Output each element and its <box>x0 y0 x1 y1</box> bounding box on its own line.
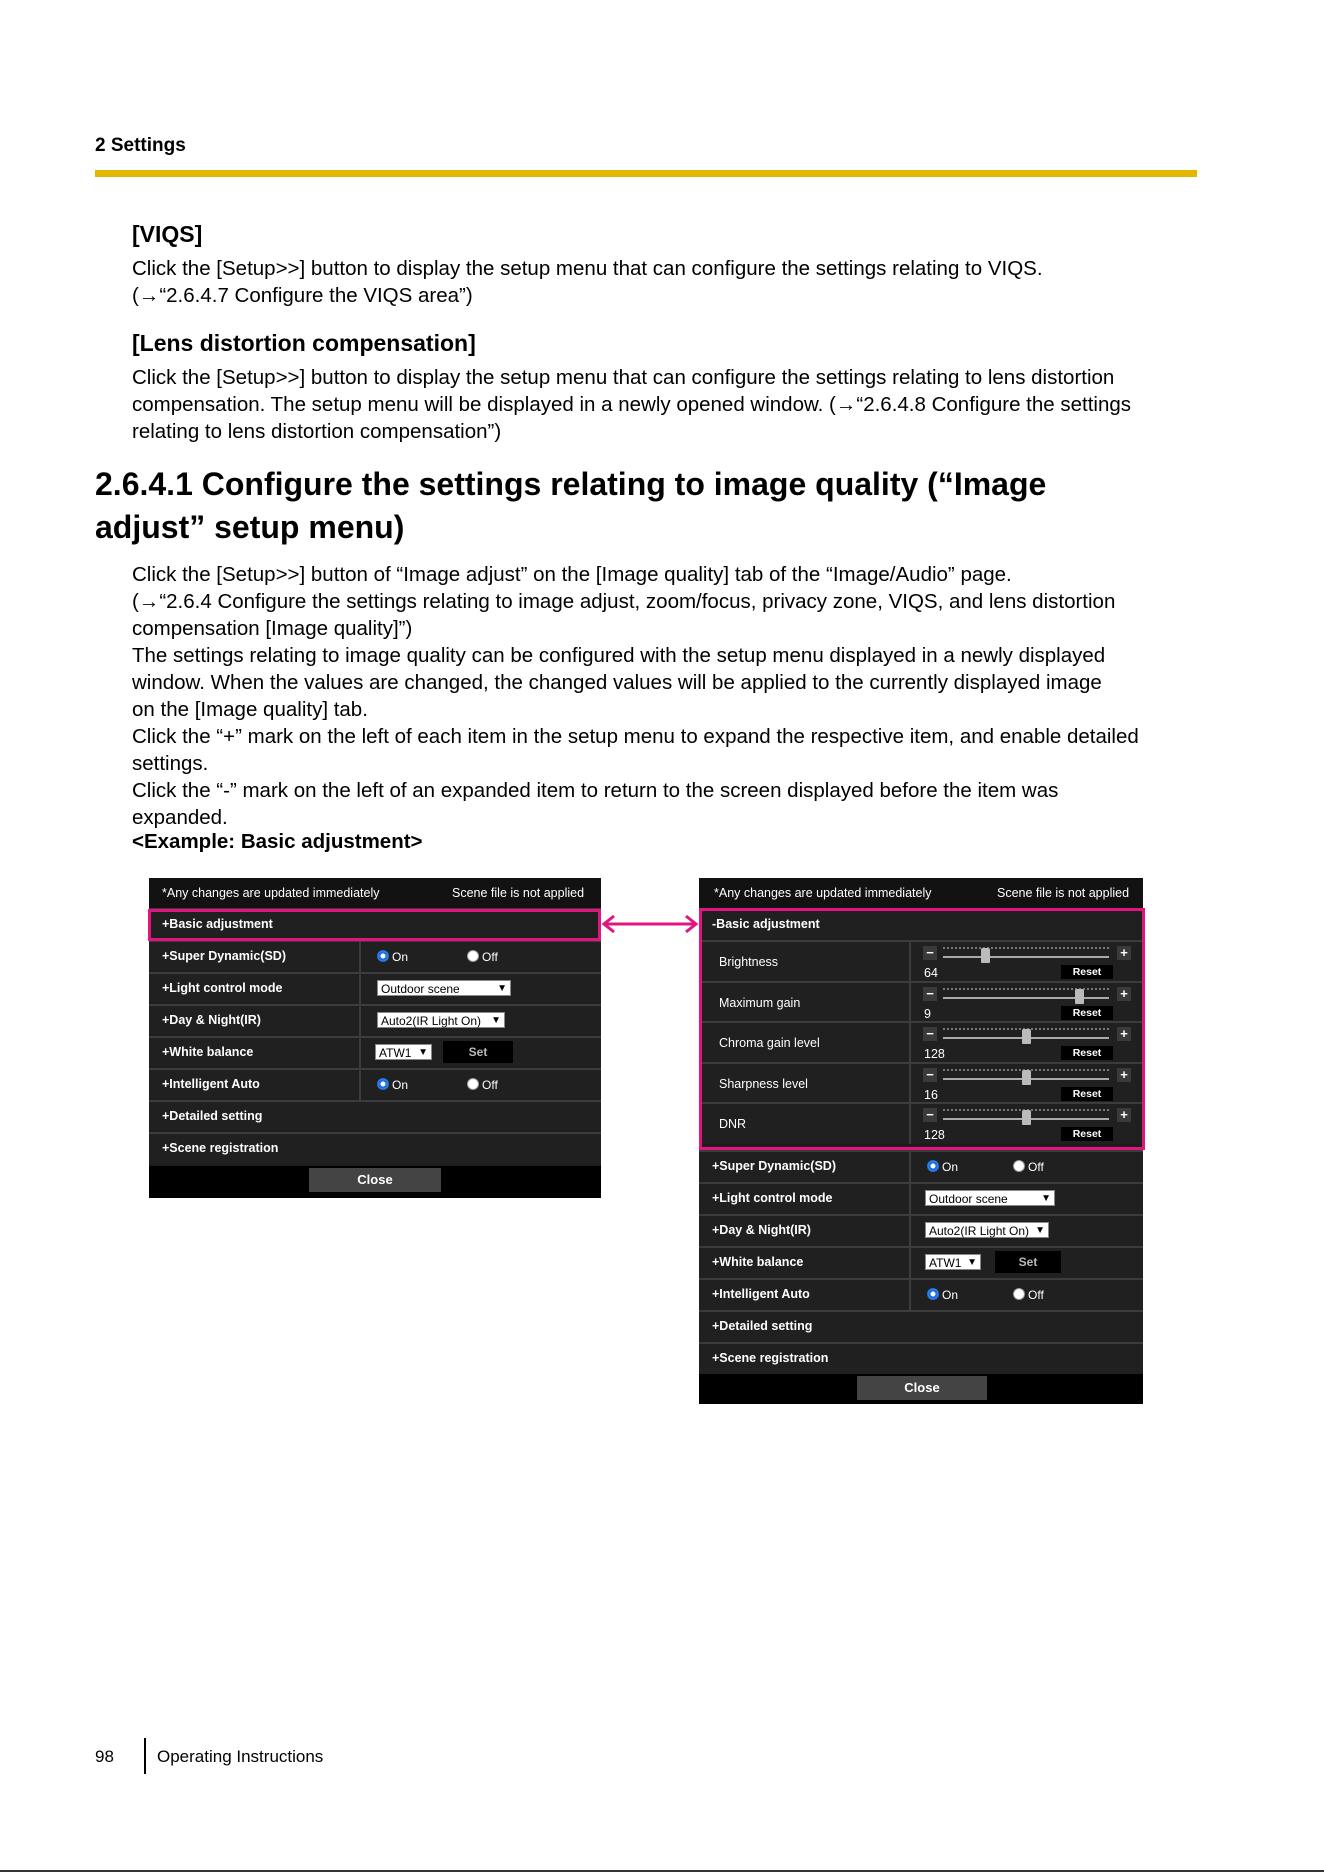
row-intelligent-auto <box>699 1278 1143 1310</box>
intelligent-auto-toggle[interactable]: +Intelligent Auto <box>162 1077 260 1091</box>
wb-set-button[interactable]: Set <box>995 1251 1061 1273</box>
slider-thumb[interactable] <box>1022 1110 1031 1125</box>
slider-row <box>699 1102 1143 1144</box>
super-dynamic-toggle[interactable]: +Super Dynamic(SD) <box>162 949 286 963</box>
radio-empty-icon <box>467 950 479 962</box>
slider-thumb[interactable] <box>1075 989 1084 1004</box>
light-control-control <box>909 1184 1143 1214</box>
plus-icon[interactable]: + <box>1117 1068 1131 1082</box>
row-detailed-setting[interactable] <box>699 1310 1143 1342</box>
section-line: compensation [Image quality]”) <box>132 617 413 640</box>
section-line: Click the “+” mark on the left of each item in the setup menu to expand the respective item, and enable detailed <box>132 725 1139 748</box>
day-night-select[interactable] <box>377 1012 505 1028</box>
chevron-down-icon: ▼ <box>967 1257 977 1268</box>
slider-track[interactable] <box>943 956 1109 958</box>
row-intelligent-auto <box>149 1068 601 1100</box>
slider-control <box>909 1023 1143 1063</box>
lens-line: relating to lens distortion compensation”) <box>132 420 502 443</box>
minus-icon[interactable]: − <box>923 946 937 960</box>
reset-button[interactable]: Reset <box>1061 1006 1113 1020</box>
section-title <box>95 463 1175 549</box>
section-line: Click the “-” mark on the left of an expanded item to return to the screen displayed before the item was <box>132 779 1059 802</box>
section-line: expanded. <box>132 806 228 829</box>
row-light-control <box>149 972 601 1004</box>
slider-control <box>909 1064 1143 1104</box>
day-night-toggle[interactable]: +Day & Night(IR) <box>162 1013 261 1027</box>
slider-label: Sharpness level <box>719 1076 808 1091</box>
slider-thumb[interactable] <box>981 948 990 963</box>
section-line: The settings relating to image quality can be configured with the setup menu displayed in a newly displayed <box>132 644 1106 667</box>
slider-label: Chroma gain level <box>719 1036 820 1050</box>
slider-label: DNR <box>719 1117 747 1131</box>
section-line: (→“2.6.4 Configure the settings relating to image adjust, zoom/focus, privacy zone, VIQS, and lens distortion <box>132 590 1116 613</box>
chevron-down-icon: ▼ <box>497 983 507 994</box>
row-super-dynamic <box>149 940 601 972</box>
slider-label: Brightness <box>719 955 779 969</box>
intelligent-auto-toggle[interactable]: +Intelligent Auto <box>712 1287 810 1301</box>
sd-on-radio[interactable] <box>927 1160 958 1174</box>
close-button[interactable]: Close <box>857 1376 987 1400</box>
minus-icon[interactable]: − <box>923 1027 937 1041</box>
viqs-text <box>132 255 1202 309</box>
day-night-value: Auto2(IR Light On) <box>929 1224 1030 1238</box>
white-balance-control <box>359 1038 601 1068</box>
ia-off-radio[interactable] <box>467 1078 498 1092</box>
sd-off-radio[interactable] <box>1013 1160 1044 1174</box>
white-balance-control <box>909 1248 1143 1278</box>
row-day-night <box>149 1004 601 1036</box>
basic-adjustment-toggle[interactable]: +Basic adjustment <box>162 917 273 931</box>
radio-selected-icon <box>927 1288 939 1300</box>
section-line: settings. <box>132 752 209 775</box>
row-basic-adjustment[interactable] <box>699 908 1143 940</box>
chevron-down-icon: ▼ <box>491 1015 501 1026</box>
row-scene-registration[interactable] <box>149 1132 601 1164</box>
radio-selected-icon <box>377 950 389 962</box>
sd-off-label: Off <box>482 950 498 964</box>
detailed-setting-toggle[interactable]: +Detailed setting <box>712 1319 813 1333</box>
slider-thumb[interactable] <box>1022 1070 1031 1085</box>
reset-button[interactable]: Reset <box>1061 1087 1113 1101</box>
slider-control <box>909 1104 1143 1144</box>
ia-on-label: On <box>942 1288 959 1302</box>
plus-icon[interactable]: + <box>1117 1108 1131 1122</box>
update-notice: *Any changes are updated immediately <box>714 886 932 900</box>
reset-button[interactable]: Reset <box>1061 965 1113 979</box>
setup-panel-collapsed <box>149 878 601 1198</box>
minus-icon[interactable]: − <box>923 1068 937 1082</box>
row-basic-adjustment[interactable] <box>149 908 601 940</box>
ia-on-label: On <box>392 1078 409 1092</box>
setup-panel-expanded <box>699 878 1143 1404</box>
radio-empty-icon <box>1013 1160 1025 1172</box>
close-bar <box>149 1166 601 1198</box>
slider-row <box>699 940 1143 982</box>
viqs-line: Click the [Setup>>] button to display the setup menu that can configure the settings relating to VIQS. <box>132 257 1043 280</box>
minus-icon[interactable]: − <box>923 1108 937 1122</box>
section-title-line: adjust” setup menu) <box>95 509 405 545</box>
white-balance-select[interactable] <box>925 1254 981 1270</box>
slider-value: 16 <box>924 1087 938 1102</box>
reset-button[interactable]: Reset <box>1061 1046 1113 1060</box>
sd-on-label: On <box>392 950 409 964</box>
header-rule <box>95 170 1197 177</box>
page-number: 98 <box>95 1747 114 1766</box>
row-super-dynamic <box>699 1150 1143 1182</box>
lens-line: Click the [Setup>>] button to display the setup menu that can configure the settings relating to lens distortion <box>132 366 1115 389</box>
section-body <box>132 561 1202 831</box>
radio-empty-icon <box>1013 1288 1025 1300</box>
update-notice: *Any changes are updated immediately <box>162 886 380 900</box>
radio-empty-icon <box>467 1078 479 1090</box>
day-night-control <box>359 1006 601 1036</box>
section-title-line: 2.6.4.1 Configure the settings relating to image quality (“Image <box>95 466 1047 502</box>
super-dynamic-toggle[interactable]: +Super Dynamic(SD) <box>712 1159 836 1173</box>
plus-icon[interactable]: + <box>1117 1027 1131 1041</box>
slider-control <box>909 942 1143 982</box>
light-control-toggle[interactable]: +Light control mode <box>712 1191 833 1205</box>
ia-on-radio[interactable] <box>927 1288 958 1302</box>
sd-on-label: On <box>942 1160 959 1174</box>
row-white-balance <box>699 1246 1143 1278</box>
lens-line: compensation. The setup menu will be displayed in a newly opened window. (→“2.6.4.8 Configure the settings <box>132 393 1132 416</box>
white-balance-select[interactable] <box>375 1044 432 1060</box>
basic-adjustment-toggle[interactable]: -Basic adjustment <box>712 917 820 931</box>
row-day-night <box>699 1214 1143 1246</box>
close-bar <box>699 1374 1143 1404</box>
panel-topbar <box>699 878 1143 908</box>
scene-status: Scene file is not applied <box>452 886 585 900</box>
chevron-down-icon: ▼ <box>1035 1225 1045 1236</box>
slider-value: 128 <box>924 1128 945 1142</box>
sd-off-radio[interactable] <box>467 950 498 964</box>
row-white-balance <box>149 1036 601 1068</box>
intelligent-auto-control <box>909 1280 1143 1310</box>
slider-value: 9 <box>924 1006 931 1021</box>
white-balance-toggle[interactable]: +White balance <box>162 1045 254 1059</box>
day-night-select[interactable] <box>925 1222 1049 1238</box>
double-arrow-icon <box>600 912 700 936</box>
slider-row <box>699 981 1143 1023</box>
scene-status: Scene file is not applied <box>997 886 1130 900</box>
viqs-line: (→“2.6.4.7 Configure the VIQS area”) <box>132 284 473 307</box>
white-balance-toggle[interactable]: +White balance <box>712 1255 804 1269</box>
scene-registration-toggle[interactable]: +Scene registration <box>162 1141 279 1155</box>
section-header: 2 Settings <box>95 135 186 156</box>
chevron-down-icon: ▼ <box>418 1047 428 1058</box>
light-control-select[interactable] <box>377 980 511 996</box>
ia-off-radio[interactable] <box>1013 1288 1044 1302</box>
reset-button[interactable]: Reset <box>1061 1127 1113 1141</box>
light-control-value: Outdoor scene <box>929 1192 1008 1206</box>
slider-value: 64 <box>924 966 938 980</box>
section-line: on the [Image quality] tab. <box>132 698 368 721</box>
day-night-toggle[interactable]: +Day & Night(IR) <box>712 1223 811 1237</box>
viqs-heading: [VIQS] <box>132 221 203 247</box>
row-detailed-setting[interactable] <box>149 1100 601 1132</box>
wb-set-button[interactable]: Set <box>443 1041 513 1063</box>
lens-heading: [Lens distortion compensation] <box>132 330 476 356</box>
ia-on-radio[interactable] <box>377 1078 408 1092</box>
light-control-select[interactable] <box>925 1190 1055 1206</box>
day-night-control <box>909 1216 1143 1246</box>
slider-value: 128 <box>924 1047 945 1061</box>
scene-registration-toggle[interactable]: +Scene registration <box>712 1351 829 1365</box>
sd-on-radio[interactable] <box>377 950 408 964</box>
footer-title: Operating Instructions <box>157 1747 324 1766</box>
light-control-value: Outdoor scene <box>381 982 460 996</box>
row-scene-registration[interactable] <box>699 1342 1143 1374</box>
panel-topbar <box>149 878 601 908</box>
light-control-control <box>359 974 601 1004</box>
detailed-setting-toggle[interactable]: +Detailed setting <box>162 1109 263 1123</box>
section-line: Click the [Setup>>] button of “Image adjust” on the [Image quality] tab of the “Image/Audio” page. <box>132 563 1012 586</box>
slider-row <box>699 1021 1143 1063</box>
footer-divider <box>144 1738 146 1774</box>
radio-selected-icon <box>377 1078 389 1090</box>
sd-off-label: Off <box>1028 1160 1044 1174</box>
super-dynamic-control <box>359 942 601 972</box>
chevron-down-icon: ▼ <box>1041 1193 1051 1204</box>
plus-icon[interactable]: + <box>1117 946 1131 960</box>
minus-icon[interactable]: − <box>923 987 937 1001</box>
lens-text <box>132 364 1202 445</box>
radio-selected-icon <box>927 1160 939 1172</box>
slider-control <box>909 983 1143 1023</box>
super-dynamic-control <box>909 1152 1143 1182</box>
intelligent-auto-control <box>359 1070 601 1100</box>
section-line: window. When the values are changed, the changed values will be applied to the currently displayed image <box>132 671 1102 694</box>
day-night-value: Auto2(IR Light On) <box>381 1014 482 1028</box>
example-label: <Example: Basic adjustment> <box>132 830 423 853</box>
ia-off-label: Off <box>1028 1288 1044 1302</box>
white-balance-value: ATW1 <box>929 1256 962 1270</box>
slider-thumb[interactable] <box>1022 1029 1031 1044</box>
light-control-toggle[interactable]: +Light control mode <box>162 981 283 995</box>
row-light-control <box>699 1182 1143 1214</box>
plus-icon[interactable]: + <box>1117 987 1131 1001</box>
slider-ticks <box>943 988 1109 992</box>
white-balance-value: ATW1 <box>379 1046 412 1060</box>
slider-ticks <box>943 947 1109 951</box>
slider-track[interactable] <box>943 997 1109 999</box>
slider-label: Maximum gain <box>719 995 801 1010</box>
close-button[interactable]: Close <box>309 1168 441 1192</box>
slider-row <box>699 1062 1143 1104</box>
ia-off-label: Off <box>482 1078 498 1092</box>
